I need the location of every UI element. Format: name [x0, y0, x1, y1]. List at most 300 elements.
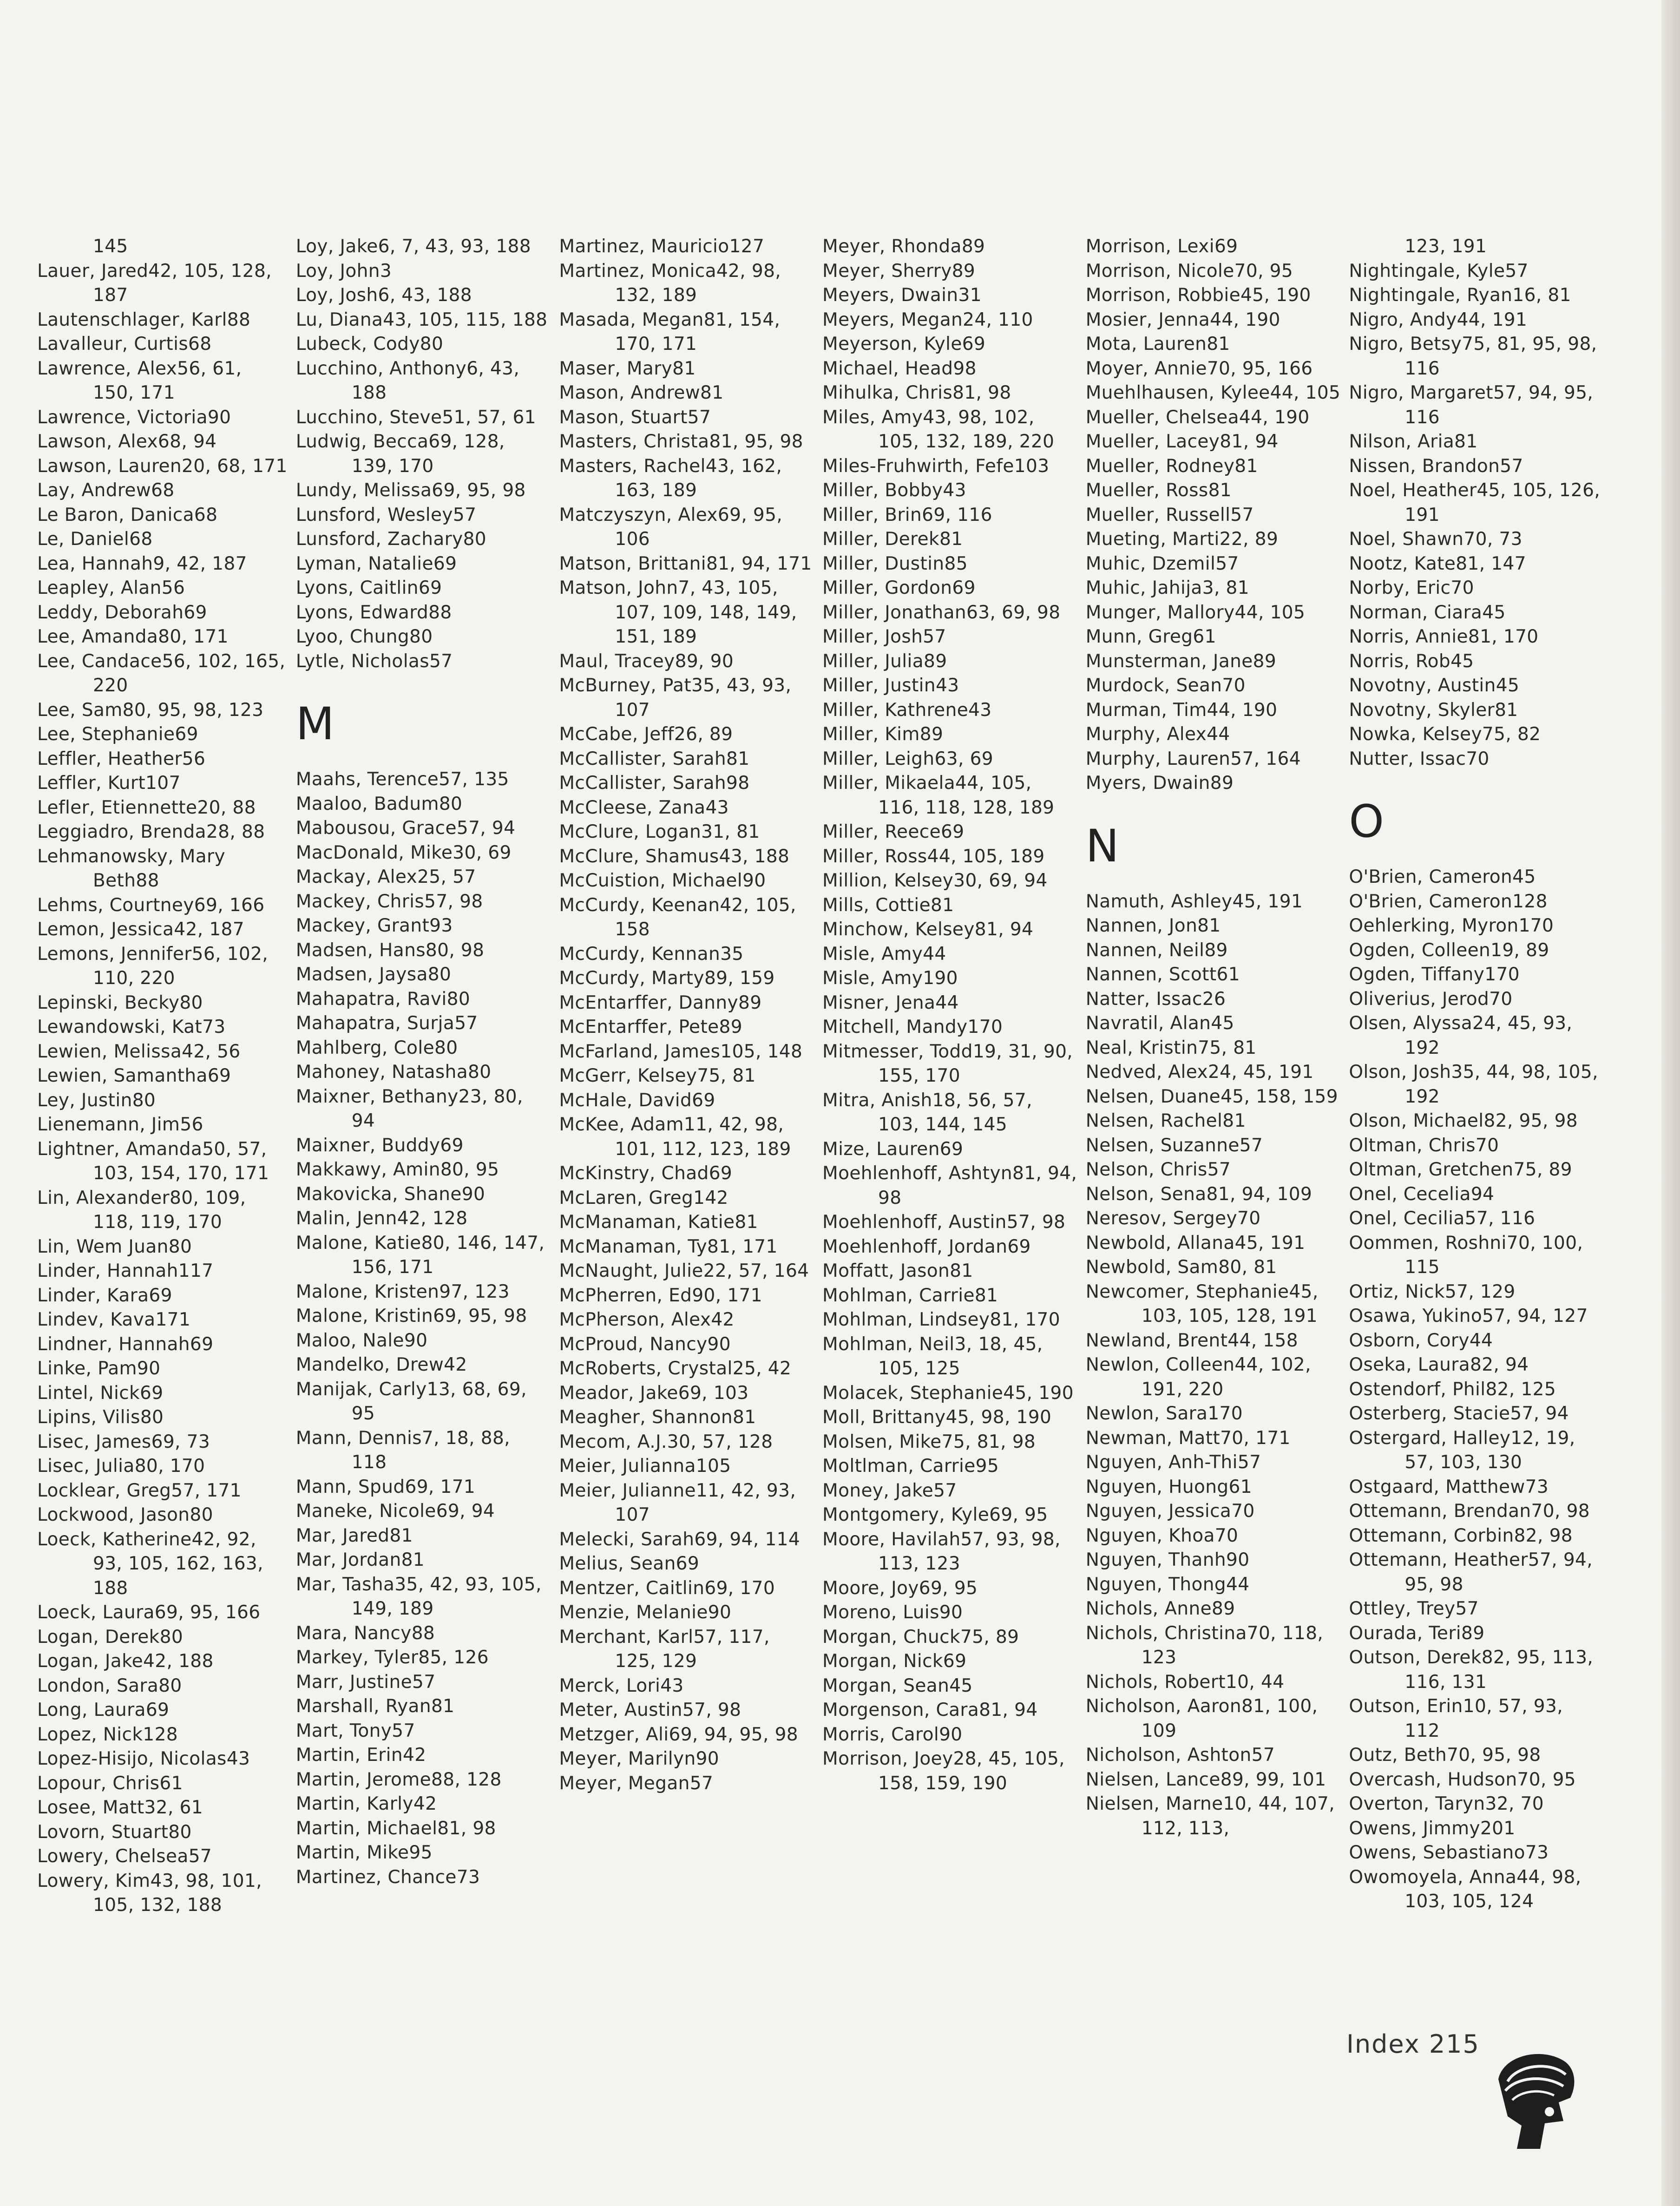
- index-entry: Mann, Spud69, 171: [295, 1476, 476, 1497]
- index-entry: Nootz, Kate81, 147: [1349, 553, 1526, 574]
- index-entry: McManaman, Ty81, 171: [559, 1236, 778, 1257]
- index-entry: Lopez-Hisijo, Nicolas43: [37, 1748, 250, 1769]
- index-entry: Lightner, Amanda50, 57, 103, 154, 170, 171: [37, 1138, 269, 1184]
- index-entry: Lepinski, Becky80: [37, 992, 203, 1013]
- index-entry: Lawrence, Victoria90: [37, 407, 231, 428]
- index-entry: Lemons, Jennifer56, 102, 110, 220: [37, 943, 269, 989]
- index-entry: Locklear, Greg57, 171: [37, 1480, 242, 1501]
- index-entry: McGerr, Kelsey75, 81: [559, 1065, 756, 1086]
- index-entry: Mitmesser, Todd19, 31, 90, 155, 170: [822, 1041, 1073, 1086]
- index-entry: Lucchino, Anthony6, 43, 188: [295, 358, 520, 403]
- index-entry: Lundy, Melissa69, 95, 98: [295, 480, 526, 501]
- index-entry: Martinez, Mauricio127: [559, 236, 765, 257]
- index-entry: Mabousou, Grace57, 94: [295, 818, 516, 839]
- index-entry: Martinez, Chance73: [295, 1866, 480, 1888]
- index-entry: Logan, Derek80: [37, 1626, 184, 1648]
- index-entry: Matczyszyn, Alex69, 95, 106: [559, 504, 783, 550]
- index-entry: Lyman, Natalie69: [295, 553, 457, 574]
- index-entry: Molsen, Mike75, 81, 98: [822, 1431, 1036, 1452]
- index-entry: Muhic, Dzemil57: [1085, 553, 1239, 574]
- index-entry: Million, Kelsey30, 69, 94: [822, 870, 1048, 891]
- index-entry: Lytle, Nicholas57: [295, 650, 453, 672]
- index-entry: Miller, Mikaela44, 105, 116, 118, 128, 189: [822, 773, 1055, 818]
- index-entry: Money, Jake57: [822, 1480, 957, 1501]
- index-entry: Osborn, Cory44: [1349, 1330, 1493, 1351]
- index-columns: [33, 235, 1612, 2070]
- index-entry: Matson, John7, 43, 105, 107, 109, 148, 149, 151, 189: [559, 578, 797, 647]
- index-entry: Nguyen, Thanh90: [1085, 1549, 1250, 1570]
- index-column-4: [822, 235, 1086, 2070]
- index-entry: Makovicka, Shane90: [295, 1183, 486, 1205]
- index-entry: Lin, Alexander80, 109, 118, 119, 170: [37, 1187, 246, 1233]
- index-entry: Mart, Tony57: [295, 1720, 415, 1741]
- index-column-5: [1086, 235, 1349, 2070]
- index-entry: Meyer, Rhonda89: [822, 236, 985, 257]
- index-entry: Mitchell, Mandy170: [822, 1017, 1003, 1037]
- index-entry: Meyers, Megan24, 110: [822, 309, 1033, 330]
- index-entry: Miller, Ross44, 105, 189: [822, 846, 1045, 867]
- index-entry: Mahapatra, Ravi80: [295, 988, 471, 1010]
- index-entry: McClure, Logan31, 81: [559, 821, 760, 842]
- index-entry: Leffler, Kurt107: [37, 773, 181, 794]
- index-entry: O'Brien, Cameron128: [1349, 891, 1548, 912]
- index-entry: Moehlenhoff, Austin57, 98: [822, 1212, 1066, 1233]
- index-entry: Maahs, Terence57, 135: [295, 769, 509, 790]
- index-entry: Leggiadro, Brenda28, 88: [37, 821, 265, 842]
- index-entry: Owomoyela, Anna44, 98, 103, 105, 124: [1349, 1866, 1582, 1912]
- index-entry: Ottemann, Heather57, 94, 95, 98: [1349, 1549, 1593, 1595]
- index-entry: Lawson, Lauren20, 68, 171: [37, 455, 288, 477]
- index-entry: McClure, Shamus43, 188: [559, 846, 790, 867]
- index-entry: Outson, Erin10, 57, 93, 112: [1349, 1696, 1563, 1741]
- index-entry: Linke, Pam90: [37, 1358, 161, 1379]
- index-entry: McProud, Nancy90: [559, 1333, 731, 1355]
- index-entry: Marshall, Ryan81: [295, 1696, 455, 1717]
- index-entry: Lee, Sam80, 95, 98, 123: [37, 699, 264, 721]
- index-entry: Lockwood, Jason80: [37, 1504, 213, 1525]
- index-entry: Nelsen, Suzanne57: [1085, 1135, 1263, 1156]
- index-entry: Mason, Stuart57: [559, 407, 711, 428]
- index-entry: Mosier, Jenna44, 190: [1085, 309, 1280, 330]
- index-entry: Nielsen, Lance89, 99, 101: [1085, 1769, 1326, 1790]
- index-entry: McCallister, Sarah81: [559, 748, 750, 769]
- index-entry-continuation: 123, 191: [1404, 236, 1487, 257]
- index-entry: McKee, Adam11, 42, 98, 101, 112, 123, 189: [559, 1114, 791, 1160]
- index-entry: Loy, Josh6, 43, 188: [295, 285, 472, 306]
- index-entry: Miller, Jonathan63, 69, 98: [822, 602, 1061, 623]
- index-entry: McManaman, Katie81: [559, 1212, 758, 1233]
- index-entry: Norman, Ciara45: [1349, 602, 1506, 623]
- index-entry: Namuth, Ashley45, 191: [1085, 891, 1303, 912]
- index-entry: Newlon, Colleen44, 102, 191, 220: [1085, 1354, 1311, 1400]
- index-entry: Martin, Karly42: [295, 1793, 437, 1814]
- index-entry: Newlon, Sara170: [1085, 1403, 1243, 1424]
- index-entry: Moltlman, Carrie95: [822, 1456, 999, 1477]
- index-entry: Moll, Brittany45, 98, 190: [822, 1407, 1052, 1428]
- index-entry: Owens, Sebastiano73: [1349, 1842, 1549, 1863]
- index-entry: McPherren, Ed90, 171: [559, 1285, 762, 1306]
- index-entry: Newcomer, Stephanie45, 103, 105, 128, 191: [1085, 1281, 1319, 1326]
- index-entry: Miller, Kathrene43: [822, 699, 992, 721]
- index-entry: Nissen, Brandon57: [1349, 455, 1523, 477]
- index-entry: Newman, Matt70, 171: [1085, 1427, 1291, 1449]
- index-entry: Nigro, Andy44, 191: [1349, 309, 1528, 330]
- index-entry: Lowery, Kim43, 98, 101, 105, 132, 188: [37, 1870, 262, 1916]
- index-entry: Morrison, Robbie45, 190: [1085, 285, 1311, 306]
- section-letter: O: [1349, 795, 1384, 847]
- index-entry: London, Sara80: [37, 1675, 182, 1696]
- index-entry: Nichols, Anne89: [1085, 1598, 1235, 1619]
- index-entry: Ortiz, Nick57, 129: [1349, 1281, 1516, 1302]
- index-entry: Maneke, Nicole69, 94: [295, 1501, 495, 1522]
- index-entry: Nannen, Jon81: [1085, 915, 1221, 936]
- index-entry: Nelson, Chris57: [1085, 1159, 1231, 1180]
- index-entry: Moore, Havilah57, 93, 98, 113, 123: [822, 1529, 1061, 1574]
- index-entry: Miller, Reece69: [822, 821, 965, 842]
- index-entry: Onel, Cecelia94: [1349, 1183, 1495, 1205]
- index-entry: Ottley, Trey57: [1349, 1598, 1479, 1619]
- index-entry: Ostergard, Halley12, 19, 57, 103, 130: [1349, 1427, 1575, 1473]
- index-entry: Munn, Greg61: [1085, 626, 1216, 647]
- index-entry: MacDonald, Mike30, 69: [295, 842, 512, 863]
- index-entry: Masters, Christa81, 95, 98: [559, 431, 803, 452]
- index-entry: Olson, Josh35, 44, 98, 105, 192: [1349, 1062, 1598, 1107]
- index-entry: Madsen, Jaysa80: [295, 964, 452, 985]
- index-entry: Lawson, Alex68, 94: [37, 431, 217, 452]
- index-entry: Nelsen, Rachel81: [1085, 1110, 1246, 1131]
- index-entry: Mohlman, Lindsey81, 170: [822, 1309, 1060, 1330]
- index-entry: Nicholson, Ashton57: [1085, 1745, 1275, 1766]
- index-entry: Noel, Heather45, 105, 126, 191: [1349, 480, 1601, 525]
- index-entry: Lubeck, Cody80: [295, 334, 444, 355]
- index-entry: Norby, Eric70: [1349, 578, 1474, 598]
- index-entry: McBurney, Pat35, 43, 93, 107: [559, 675, 792, 721]
- index-entry: Morgenson, Cara81, 94: [822, 1700, 1038, 1720]
- index-entry: Lay, Andrew68: [37, 480, 175, 501]
- index-entry: Overcash, Hudson70, 95: [1349, 1769, 1576, 1790]
- index-entry: Lemon, Jessica42, 187: [37, 919, 244, 940]
- index-entry: Lindev, Kava171: [37, 1309, 191, 1330]
- index-entry: Ogden, Tiffany170: [1349, 964, 1520, 985]
- index-entry: Lawrence, Alex56, 61, 150, 171: [37, 358, 242, 403]
- index-entry: Novotny, Skyler81: [1349, 699, 1518, 721]
- index-entry: Lefler, Etiennette20, 88: [37, 797, 256, 818]
- index-entry: McEntarffer, Danny89: [559, 992, 762, 1013]
- index-entry: Martin, Michael81, 98: [295, 1818, 496, 1839]
- index-entry: Lu, Diana43, 105, 115, 188: [295, 309, 548, 330]
- index-entry: Moffatt, Jason81: [822, 1261, 973, 1281]
- index-entry: Murphy, Alex44: [1085, 724, 1230, 745]
- index-entry: Mueller, Ross81: [1085, 480, 1232, 501]
- index-entry: Loy, Jake6, 7, 43, 93, 188: [295, 236, 531, 257]
- index-entry: Lovorn, Stuart80: [37, 1821, 192, 1843]
- index-entry: Mandelko, Drew42: [295, 1354, 467, 1375]
- index-entry: Manijak, Carly13, 68, 69, 95: [295, 1379, 527, 1424]
- index-entry: Minchow, Kelsey81, 94: [822, 919, 1034, 940]
- index-entry: Michael, Head98: [822, 358, 977, 379]
- index-entry: Lisec, Julia80, 170: [37, 1456, 205, 1477]
- index-entry: Ottemann, Corbin82, 98: [1349, 1525, 1573, 1546]
- index-entry: Newland, Brent44, 158: [1085, 1330, 1298, 1351]
- index-entry: McCurdy, Marty89, 159: [559, 968, 775, 989]
- index-entry: Markey, Tyler85, 126: [295, 1647, 489, 1668]
- index-entry: Lopour, Chris61: [37, 1773, 183, 1794]
- index-entry: Mann, Dennis7, 18, 88, 118: [295, 1427, 510, 1473]
- index-entry: McCurdy, Kennan35: [559, 943, 744, 965]
- trojan-helmet-logo: [1489, 2042, 1582, 2158]
- index-entry: Lunsford, Wesley57: [295, 504, 477, 525]
- index-entry: Meyer, Marilyn90: [559, 1748, 719, 1769]
- index-entry: Leapley, Alan56: [37, 578, 185, 598]
- index-entry: Masters, Rachel43, 162, 163, 189: [559, 455, 782, 501]
- index-entry: Mackey, Chris57, 98: [295, 891, 483, 912]
- index-entry: Nigro, Margaret57, 94, 95, 116: [1349, 382, 1594, 428]
- index-entry: Meter, Austin57, 98: [559, 1700, 742, 1720]
- index-entry: Mitra, Anish18, 56, 57, 103, 144, 145: [822, 1090, 1032, 1135]
- index-entry: Munger, Mallory44, 105: [1085, 602, 1306, 623]
- index-entry: Owens, Jimmy201: [1349, 1818, 1516, 1839]
- index-entry: Lin, Wem Juan80: [37, 1236, 192, 1257]
- index-entry: Murman, Tim44, 190: [1085, 699, 1278, 721]
- index-entry: Miller, Julia89: [822, 650, 947, 672]
- index-entry: Lee, Candace56, 102, 165, 220: [37, 650, 286, 696]
- index-entry: Nilson, Aria81: [1349, 431, 1478, 452]
- index-entry: Moreno, Luis90: [822, 1602, 963, 1623]
- index-entry: Novotny, Austin45: [1349, 675, 1520, 696]
- index-entry: Meador, Jake69, 103: [559, 1382, 749, 1404]
- index-entry: Murdock, Sean70: [1085, 675, 1246, 696]
- index-entry: Mar, Jordan81: [295, 1549, 425, 1570]
- index-entry: Munsterman, Jane89: [1085, 650, 1277, 672]
- index-entry: Lea, Hannah9, 42, 187: [37, 553, 247, 574]
- section-letter: M: [295, 698, 335, 750]
- index-entry: Nelsen, Duane45, 158, 159: [1085, 1086, 1338, 1107]
- index-entry: Malone, Katie80, 146, 147, 156, 171: [295, 1232, 545, 1278]
- index-entry: Norris, Annie81, 170: [1349, 626, 1539, 647]
- index-entry: McKinstry, Chad69: [559, 1163, 733, 1184]
- index-entry: Lopez, Nick128: [37, 1724, 178, 1745]
- index-entry: McCleese, Zana43: [559, 797, 729, 818]
- index-entry: Newbold, Allana45, 191: [1085, 1232, 1306, 1254]
- index-entry: Merck, Lori43: [559, 1675, 684, 1696]
- index-entry: McNaught, Julie22, 57, 164: [559, 1261, 809, 1281]
- index-entry: Martin, Erin42: [295, 1745, 427, 1766]
- index-entry: Madsen, Hans80, 98: [295, 939, 485, 961]
- index-entry: Mecom, A.J.30, 57, 128: [559, 1431, 773, 1452]
- index-entry: Nigro, Betsy75, 81, 95, 98, 116: [1349, 334, 1597, 379]
- index-entry: Long, Laura69: [37, 1700, 170, 1720]
- index-entry: Morris, Carol90: [822, 1724, 963, 1745]
- index-entry: Loeck, Katherine42, 92, 93, 105, 162, 163, 188: [37, 1529, 263, 1599]
- index-entry: Ogden, Colleen19, 89: [1349, 939, 1549, 961]
- index-entry: Merchant, Karl57, 117, 125, 129: [559, 1626, 770, 1672]
- index-entry: Nguyen, Anh-Thi57: [1085, 1452, 1261, 1473]
- index-entry: Nguyen, Khoa70: [1085, 1525, 1239, 1546]
- index-column-2: [296, 235, 559, 2070]
- index-entry: Matson, Brittani81, 94, 171: [559, 553, 812, 574]
- index-entry: Mason, Andrew81: [559, 382, 724, 403]
- index-entry: Overton, Taryn32, 70: [1349, 1793, 1544, 1814]
- index-entry: Loy, John3: [295, 260, 392, 282]
- index-entry: Lyons, Edward88: [295, 602, 452, 623]
- index-entry: Misner, Jena44: [822, 992, 959, 1013]
- index-entry: Nicholson, Aaron81, 100, 109: [1085, 1696, 1318, 1741]
- index-entry: Melecki, Sarah69, 94, 114: [559, 1529, 801, 1550]
- index-entry: Nelson, Sena81, 94, 109: [1085, 1183, 1312, 1205]
- index-entry: Meagher, Shannon81: [559, 1407, 756, 1428]
- index-entry: Oliverius, Jerod70: [1349, 988, 1513, 1010]
- index-entry: Miller, Dustin85: [822, 553, 968, 574]
- index-entry: Lunsford, Zachary80: [295, 529, 487, 550]
- index-entry: Outz, Beth70, 95, 98: [1349, 1745, 1541, 1766]
- index-entry: Oseka, Laura82, 94: [1349, 1354, 1529, 1375]
- index-entry: Oehlerking, Myron170: [1349, 915, 1554, 936]
- index-entry: Montgomery, Kyle69, 95: [822, 1504, 1048, 1525]
- index-entry: McCuistion, Michael90: [559, 870, 766, 891]
- index-entry: Mohlman, Carrie81: [822, 1285, 998, 1306]
- index-column-1: [33, 235, 296, 2070]
- index-entry: Moehlenhoff, Jordan69: [822, 1236, 1031, 1257]
- index-entry: Moore, Joy69, 95: [822, 1577, 978, 1599]
- index-entry: Metzger, Ali69, 94, 95, 98: [559, 1724, 798, 1745]
- index-entry: Maixner, Buddy69: [295, 1135, 464, 1156]
- index-entry: Lewien, Samantha69: [37, 1065, 231, 1086]
- index-entry: Osawa, Yukino57, 94, 127: [1349, 1306, 1588, 1326]
- index-entry: Lyons, Caitlin69: [295, 578, 442, 598]
- index-entry: Mackay, Alex25, 57: [295, 867, 476, 887]
- index-entry: Outson, Derek82, 95, 113, 116, 131: [1349, 1647, 1594, 1693]
- index-entry: Lee, Stephanie69: [37, 724, 198, 745]
- index-entry: Morgan, Nick69: [822, 1651, 967, 1672]
- index-entry: Lyoo, Chung80: [295, 626, 433, 647]
- index-entry: McCallister, Sarah98: [559, 773, 750, 794]
- index-entry: Olson, Michael82, 95, 98: [1349, 1110, 1578, 1131]
- index-entry: Malin, Jenn42, 128: [295, 1208, 468, 1229]
- index-entry: Mackey, Grant93: [295, 915, 453, 936]
- index-column-3: [559, 235, 822, 2070]
- index-entry: Le Baron, Danica68: [37, 504, 218, 525]
- index-entry: O'Brien, Cameron45: [1349, 867, 1536, 887]
- index-entry: Moyer, Annie70, 95, 166: [1085, 358, 1313, 379]
- index-entry: Oltman, Gretchen75, 89: [1349, 1159, 1572, 1180]
- index-entry: Nichols, Christina70, 118, 123: [1085, 1622, 1324, 1668]
- index-column-6: [1349, 235, 1612, 2070]
- index-entry: Nguyen, Thong44: [1085, 1574, 1250, 1595]
- index-entry: Norris, Rob45: [1349, 650, 1474, 672]
- index-entry: Linder, Hannah117: [37, 1261, 214, 1281]
- index-entry: Leddy, Deborah69: [37, 602, 207, 623]
- index-entry: Mize, Lauren69: [822, 1138, 964, 1160]
- page-footer-label: Index 215: [1346, 2029, 1480, 2059]
- index-entry-continuation: 145: [93, 236, 128, 257]
- index-entry: Nannen, Scott61: [1085, 964, 1240, 985]
- index-entry: Mar, Jared81: [295, 1525, 413, 1546]
- index-entry: Loeck, Laura69, 95, 166: [37, 1602, 261, 1623]
- index-entry: Martinez, Monica42, 98, 132, 189: [559, 260, 781, 306]
- index-entry: Mota, Lauren81: [1085, 334, 1230, 355]
- index-entry: Lucchino, Steve51, 57, 61: [295, 407, 536, 428]
- index-entry: Maaloo, Badum80: [295, 793, 463, 814]
- index-entry: Lehms, Courtney69, 166: [37, 894, 265, 916]
- index-entry: Marr, Justine57: [295, 1671, 436, 1693]
- index-entry: Neal, Kristin75, 81: [1085, 1037, 1257, 1058]
- index-entry: Makkawy, Amin80, 95: [295, 1159, 499, 1180]
- index-entry: McFarland, James105, 148: [559, 1041, 803, 1062]
- index-entry: Miller, Josh57: [822, 626, 946, 647]
- index-entry: Lipins, Vilis80: [37, 1407, 164, 1428]
- index-entry: Lindner, Hannah69: [37, 1333, 214, 1355]
- index-entry: Mueting, Marti22, 89: [1085, 529, 1279, 550]
- index-entry: Moehlenhoff, Ashtyn81, 94, 98: [822, 1163, 1077, 1208]
- page-edge: [1661, 0, 1680, 2206]
- index-entry: Mohlman, Neil3, 18, 45, 105, 125: [822, 1333, 1043, 1379]
- index-entry: Maul, Tracey89, 90: [559, 650, 734, 672]
- index-entry: Morrison, Lexi69: [1085, 236, 1238, 257]
- index-entry: Lewandowski, Kat73: [37, 1017, 226, 1037]
- index-entry: Lowery, Chelsea57: [37, 1846, 212, 1867]
- index-entry: Meyer, Megan57: [559, 1773, 714, 1794]
- index-entry: Oommen, Roshni70, 100, 115: [1349, 1232, 1583, 1278]
- index-entry: Morrison, Nicole70, 95: [1085, 260, 1293, 282]
- index-entry: Mentzer, Caitlin69, 170: [559, 1577, 775, 1599]
- index-entry: McCurdy, Keenan42, 105, 158: [559, 894, 796, 940]
- index-entry: McEntarffer, Pete89: [559, 1017, 742, 1037]
- index-entry: Nowka, Kelsey75, 82: [1349, 724, 1541, 745]
- index-entry: Muehlhausen, Kylee44, 105: [1085, 382, 1341, 403]
- index-entry: Myers, Dwain89: [1085, 773, 1234, 794]
- index-entry: Miller, Justin43: [822, 675, 959, 696]
- index-entry: Lautenschlager, Karl88: [37, 309, 251, 330]
- index-entry: Miles, Amy43, 98, 102, 105, 132, 189, 220: [822, 407, 1055, 452]
- index-entry: Nedved, Alex24, 45, 191: [1085, 1062, 1314, 1083]
- index-entry: Morrison, Joey28, 45, 105, 158, 159, 190: [822, 1748, 1065, 1794]
- index-entry: Malone, Kristen97, 123: [295, 1281, 510, 1302]
- index-entry: Menzie, Melanie90: [559, 1602, 732, 1623]
- index-entry: Malone, Kristin69, 95, 98: [295, 1306, 527, 1326]
- index-entry: Mueller, Rodney81: [1085, 455, 1258, 477]
- index-entry: Nightingale, Kyle57: [1349, 260, 1529, 282]
- index-entry: Losee, Matt32, 61: [37, 1797, 203, 1818]
- index-entry: Olsen, Alyssa24, 45, 93, 192: [1349, 1013, 1573, 1058]
- index-entry: Lehmanowsky, Mary Beth88: [37, 846, 225, 891]
- index-entry: Nguyen, Huong61: [1085, 1476, 1252, 1497]
- index-entry: Linder, Kara69: [37, 1285, 172, 1306]
- index-entry: Miller, Kim89: [822, 724, 944, 745]
- index-entry: McPherson, Alex42: [559, 1309, 735, 1330]
- index-entry: Miles-Fruhwirth, Fefe103: [822, 455, 1050, 477]
- index-entry: Mills, Cottie81: [822, 894, 954, 916]
- index-entry: McCabe, Jeff26, 89: [559, 724, 733, 745]
- index-entry: Melius, Sean69: [559, 1553, 700, 1574]
- index-entry: Ostendorf, Phil82, 125: [1349, 1379, 1556, 1400]
- index-entry: Murphy, Lauren57, 164: [1085, 748, 1301, 769]
- index-entry: Muhic, Jahija3, 81: [1085, 578, 1249, 598]
- index-entry: Noel, Shawn70, 73: [1349, 529, 1522, 550]
- index-entry: Miller, Bobby43: [822, 480, 966, 501]
- index-entry: Meyers, Dwain31: [822, 285, 982, 306]
- index-entry: Meier, Julianna105: [559, 1456, 731, 1477]
- index-entry: Molacek, Stephanie45, 190: [822, 1382, 1074, 1404]
- index-entry: Misle, Amy44: [822, 943, 946, 965]
- index-entry: Meier, Julianne11, 42, 93, 107: [559, 1480, 796, 1525]
- index-entry: Onel, Cecilia57, 116: [1349, 1208, 1536, 1229]
- index-entry: Morgan, Chuck75, 89: [822, 1626, 1019, 1648]
- index-entry: Miller, Derek81: [822, 529, 963, 550]
- index-entry: Oltman, Chris70: [1349, 1135, 1499, 1156]
- index-entry: Mahapatra, Surja57: [295, 1013, 478, 1034]
- index-entry: Ourada, Teri89: [1349, 1622, 1485, 1644]
- index-entry: Osterberg, Stacie57, 94: [1349, 1403, 1569, 1424]
